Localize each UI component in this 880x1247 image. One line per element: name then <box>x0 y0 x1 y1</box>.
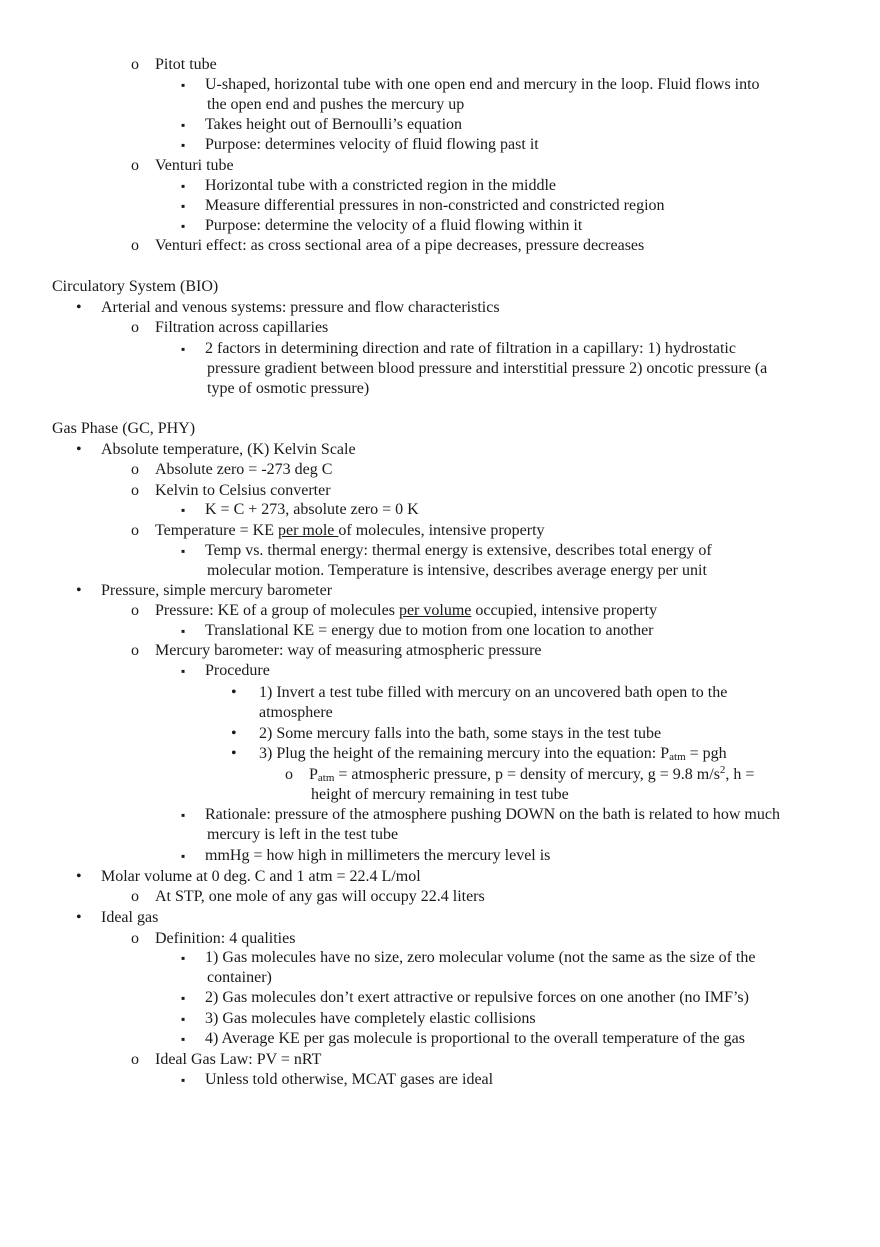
item-text: Absolute temperature, (K) Kelvin Scale <box>101 441 356 458</box>
text-run: Pressure: KE of a group of molecules <box>155 602 399 619</box>
list-item <box>181 541 712 561</box>
item-text <box>259 745 727 762</box>
square-marker: ▪ <box>181 808 186 822</box>
square-marker: ▪ <box>181 849 186 863</box>
circle-marker: o <box>131 642 139 659</box>
item-text: Venturi tube <box>155 157 234 174</box>
continuation-line: mercury is left in the test tube <box>207 826 399 843</box>
square-marker: ▪ <box>181 1012 186 1026</box>
list-item <box>131 236 644 256</box>
list-item <box>231 683 727 703</box>
item-text: 3) Gas molecules have completely elastic collisions <box>205 1010 536 1027</box>
continuation-line: pressure gradient between blood pressure and interstitial pressure 2) oncotic pressure (a <box>207 360 768 377</box>
list-item <box>131 601 657 621</box>
list-item <box>181 115 462 135</box>
square-marker: ▪ <box>181 78 186 92</box>
list-item <box>131 521 545 541</box>
item-text: mmHg = how high in millimeters the mercury level is <box>205 847 551 864</box>
list-item <box>181 500 419 520</box>
bullet-marker: • <box>231 684 237 701</box>
item-text: Takes height out of Bernoulli’s equation <box>205 116 463 133</box>
list-item <box>285 765 754 785</box>
item-text: Unless told otherwise, MCAT gases are ideal <box>205 1071 494 1088</box>
text-run: = pgh <box>685 745 727 762</box>
list-item <box>181 988 749 1008</box>
item-text: At STP, one mole of any gas will occupy 22.4 liters <box>155 888 485 905</box>
square-marker: ▪ <box>181 951 186 965</box>
item-text <box>155 602 657 619</box>
item-text: Mercury barometer: way of measuring atmospheric pressure <box>155 642 542 659</box>
item-text: Definition: 4 qualities <box>155 930 296 947</box>
list-item <box>131 641 542 661</box>
subscript: atm <box>669 751 686 763</box>
continuation-line: height of mercury remaining in test tube <box>311 786 569 803</box>
section-heading: Gas Phase (GC, PHY) <box>52 420 196 437</box>
list-item <box>131 318 328 338</box>
list-item <box>181 196 665 216</box>
square-marker: ▪ <box>181 1073 186 1087</box>
square-marker: ▪ <box>181 219 186 233</box>
circle-marker: o <box>131 930 139 947</box>
superscript: 2 <box>719 764 726 776</box>
bullet-marker: • <box>231 745 237 762</box>
item-text: K = C + 273, absolute zero = 0 K <box>205 501 419 518</box>
list-item <box>131 481 331 501</box>
text-run: , h = <box>725 766 755 783</box>
circle-marker: o <box>131 522 139 539</box>
list-item <box>181 135 539 155</box>
list-item <box>131 929 295 949</box>
continuation-line: the open end and pushes the mercury up <box>207 96 465 113</box>
list-item <box>181 846 550 866</box>
text-run: = atmospheric pressure, p = density of mercury, g = 9.8 m/s <box>334 766 720 783</box>
item-text: Purpose: determine the velocity of a fluid flowing within it <box>205 217 583 234</box>
square-marker: ▪ <box>181 544 186 558</box>
circle-marker: o <box>131 1051 139 1068</box>
list-item <box>131 156 234 176</box>
list-item <box>181 339 736 359</box>
item-text: U-shaped, horizontal tube with one open end and mercury in the loop. Fluid flows into <box>205 76 760 93</box>
item-text: Kelvin to Celsius converter <box>155 482 331 499</box>
list-item <box>76 908 158 928</box>
item-text: Measure differential pressures in non-constricted and constricted region <box>205 197 665 214</box>
square-marker: ▪ <box>181 138 186 152</box>
square-marker: ▪ <box>181 118 186 132</box>
item-text: 2 factors in determining direction and rate of filtration in a capillary: 1) hydrostatic <box>205 340 736 357</box>
item-text: Rationale: pressure of the atmosphere pushing DOWN on the bath is related to how much <box>205 806 780 823</box>
circle-marker: o <box>131 602 139 619</box>
bullet-marker: • <box>76 441 82 458</box>
bullet-marker: • <box>76 582 82 599</box>
circle-marker: o <box>285 766 293 783</box>
list-item <box>231 724 661 744</box>
subscript: atm <box>317 772 335 784</box>
list-item <box>231 744 727 764</box>
underlined-text: per volume <box>398 602 472 619</box>
bullet-marker: • <box>231 725 237 742</box>
list-item <box>181 948 755 968</box>
list-item <box>131 887 485 907</box>
square-marker: ▪ <box>181 342 186 356</box>
square-marker: ▪ <box>181 664 186 678</box>
section-heading: Circulatory System (BIO) <box>52 278 219 295</box>
circle-marker: o <box>131 461 139 478</box>
square-marker: ▪ <box>181 1032 186 1046</box>
text-run: of molecules, intensive property <box>338 522 545 539</box>
item-text: Temp vs. thermal energy: thermal energy is extensive, describes total energy of <box>205 542 712 559</box>
list-item <box>76 440 356 460</box>
list-item <box>181 75 760 95</box>
item-text: 4) Average KE per gas molecule is proportional to the overall temperature of the gas <box>205 1030 745 1047</box>
item-text: Translational KE = energy due to motion from one location to another <box>205 622 654 639</box>
square-marker: ▪ <box>181 199 186 213</box>
item-text: Pitot tube <box>155 56 217 73</box>
list-item <box>181 621 654 641</box>
continuation-line: atmosphere <box>259 704 333 721</box>
circle-marker: o <box>131 888 139 905</box>
item-text: Purpose: determines velocity of fluid flowing past it <box>205 136 539 153</box>
item-text: 1) Invert a test tube filled with mercury on an uncovered bath open to the <box>259 684 728 701</box>
item-text <box>155 522 545 539</box>
list-item <box>76 867 421 887</box>
item-text: Molar volume at 0 deg. C and 1 atm = 22.4 L/mol <box>101 868 421 885</box>
bullet-marker: • <box>76 909 82 926</box>
square-marker: ▪ <box>181 991 186 1005</box>
bullet-marker: • <box>76 868 82 885</box>
list-item <box>181 216 582 236</box>
continuation-line: molecular motion. Temperature is intensive, describes average energy per unit <box>207 562 707 579</box>
square-marker: ▪ <box>181 503 186 517</box>
circle-marker: o <box>131 319 139 336</box>
text-run: occupied, intensive property <box>471 602 658 619</box>
item-text: 2) Some mercury falls into the bath, some stays in the test tube <box>259 725 662 742</box>
text-run: 3) Plug the height of the remaining mercury into the equation: P <box>259 745 670 762</box>
item-text: Filtration across capillaries <box>155 319 329 336</box>
list-item <box>76 298 500 318</box>
list-item <box>131 460 332 480</box>
item-text: 1) Gas molecules have no size, zero molecular volume (not the same as the size of the <box>205 949 756 966</box>
item-text: Procedure <box>205 662 270 679</box>
item-text: Pressure, simple mercury barometer <box>101 582 333 599</box>
list-item <box>181 1029 745 1049</box>
list-item <box>76 581 332 601</box>
text-run: Temperature = KE <box>155 522 278 539</box>
item-text: Horizontal tube with a constricted region in the middle <box>205 177 557 194</box>
item-text: Arterial and venous systems: pressure and flow characteristics <box>101 299 500 316</box>
text-run: P <box>309 766 318 783</box>
circle-marker: o <box>131 482 139 499</box>
continuation-line: type of osmotic pressure) <box>207 380 370 397</box>
list-item <box>181 176 556 196</box>
item-text: 2) Gas molecules don’t exert attractive or repulsive forces on one another (no IMF’s) <box>205 989 749 1006</box>
item-text: Absolute zero = -273 deg C <box>155 461 333 478</box>
list-item <box>181 1070 493 1090</box>
list-item <box>131 55 217 75</box>
list-item <box>181 805 780 825</box>
bullet-marker: • <box>76 299 82 316</box>
circle-marker: o <box>131 237 139 254</box>
continuation-line: container) <box>207 969 272 986</box>
square-marker: ▪ <box>181 179 186 193</box>
list-item <box>181 661 270 681</box>
underlined-text: per mole <box>277 522 339 539</box>
circle-marker: o <box>131 157 139 174</box>
item-text: Ideal Gas Law: PV = nRT <box>155 1051 322 1068</box>
circle-marker: o <box>131 56 139 73</box>
list-item <box>131 1050 321 1070</box>
item-text: Venturi effect: as cross sectional area of a pipe decreases, pressure decreases <box>155 237 645 254</box>
list-item <box>181 1009 536 1029</box>
item-text <box>309 766 754 783</box>
square-marker: ▪ <box>181 624 186 638</box>
item-text: Ideal gas <box>101 909 159 926</box>
